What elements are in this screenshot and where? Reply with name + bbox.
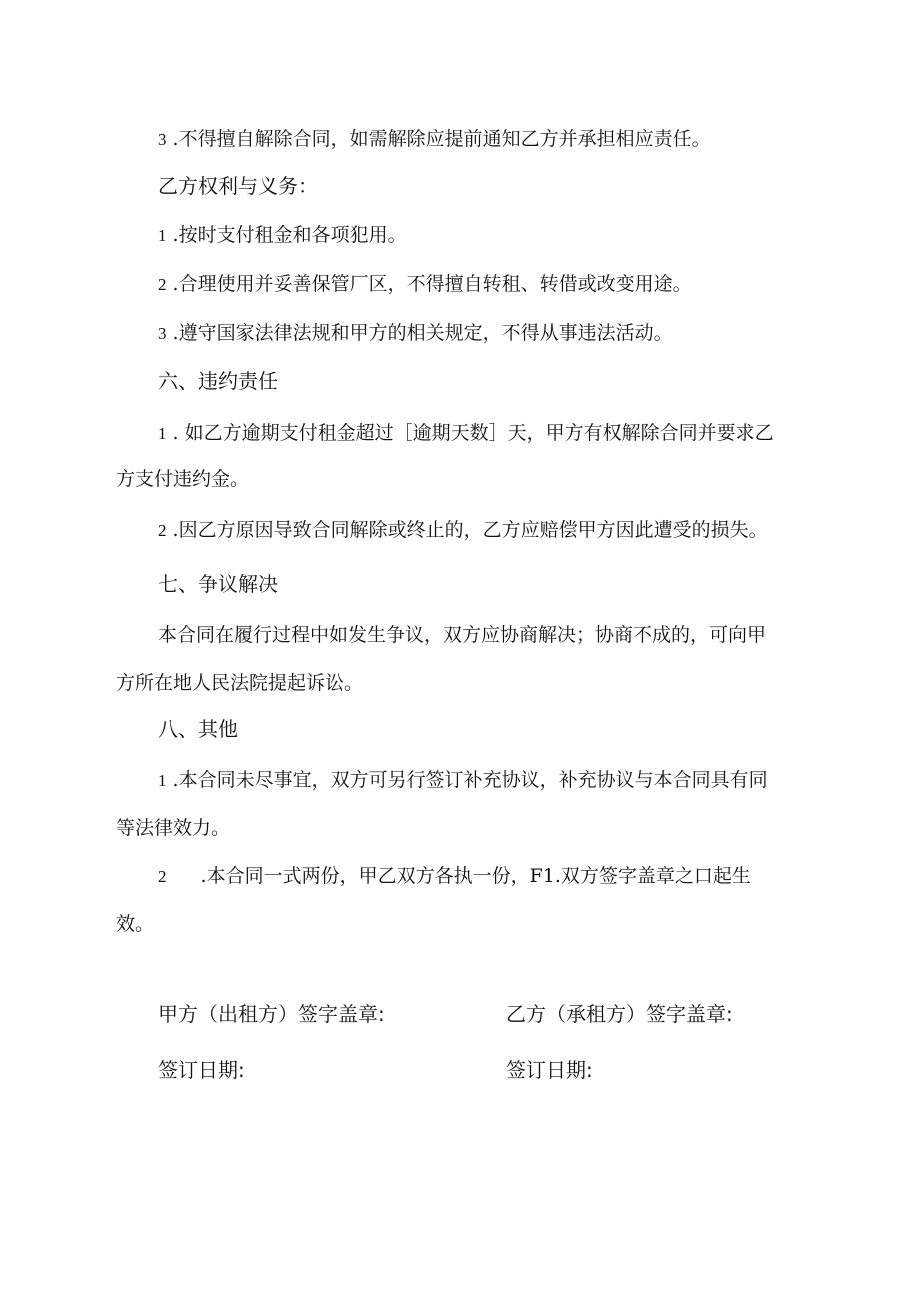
item-number: 1 — [158, 771, 167, 790]
item-number: 2 — [158, 867, 167, 886]
section-6-item-1-line-2: 方支付违约金。 — [116, 468, 250, 490]
section-7-title: 七、争议解决 — [158, 572, 278, 596]
party-a-signature-label: 甲方（出租方）签字盖章: — [158, 1002, 385, 1026]
section-7-line-2: 方所在地人民法院提起诉讼。 — [116, 672, 364, 694]
section-6-item-2 — [158, 517, 768, 544]
section-7-line-1: 本合同在履行过程中如发生争议，双方应协商解决；协商不成的，可向甲 — [158, 624, 767, 646]
section-8-item-2-line-1 — [158, 863, 751, 890]
item-text: .不得擅自解除合同，如需解除应提前通知乙方并承担相应责任。 — [172, 128, 711, 150]
item-text: .按时支付租金和各项犯用。 — [172, 224, 407, 246]
item-text: .本合同一式两份，甲乙双方各执一份，F1.双方签字盖章之口起生 — [200, 865, 751, 887]
party-b-item-3 — [158, 320, 673, 347]
party-b-heading: 乙方权利与义务： — [158, 174, 318, 198]
section-8-item-2-line-2: 效。 — [116, 913, 155, 935]
item-number: 2 — [158, 275, 167, 294]
party-b-signature-label: 乙方（承租方）签字盖章: — [506, 1002, 733, 1026]
item-text: .遵守国家法律法规和甲方的相关规定，不得从事违法活动。 — [172, 322, 673, 344]
party-b-item-2 — [158, 271, 692, 298]
item-text: .合理使用并妥善保管厂区，不得擅自转租、转借或改变用途。 — [172, 273, 692, 295]
item-number: 2 — [158, 521, 167, 540]
section-6-item-1-line-1 — [158, 420, 774, 447]
item-text: .本合同未尽事宜，双方可另行签订补充协议，补充协议与本合同具有同 — [172, 769, 768, 791]
item-number: 3 — [158, 130, 167, 149]
party-a-item-3 — [158, 126, 711, 153]
item-number: 1 — [158, 424, 167, 443]
party-b-date-label: 签订日期: — [506, 1058, 593, 1082]
party-b-item-1 — [158, 222, 407, 249]
section-8-item-1-line-1 — [158, 767, 768, 794]
section-6-title: 六、违约责任 — [158, 369, 278, 393]
item-text: .因乙方原因导致合同解除或终止的，乙方应赔偿甲方因此遭受的损失。 — [172, 519, 768, 541]
party-a-date-label: 签订日期: — [158, 1058, 245, 1082]
section-8-title: 八、其他 — [158, 717, 238, 741]
section-8-item-1-line-2: 等法律效力。 — [116, 817, 231, 839]
item-text: . 如乙方逾期支付租金超过［逾期天数］天，甲方有权解除合同并要求乙 — [172, 422, 774, 444]
item-number: 3 — [158, 324, 167, 343]
item-number: 1 — [158, 226, 167, 245]
